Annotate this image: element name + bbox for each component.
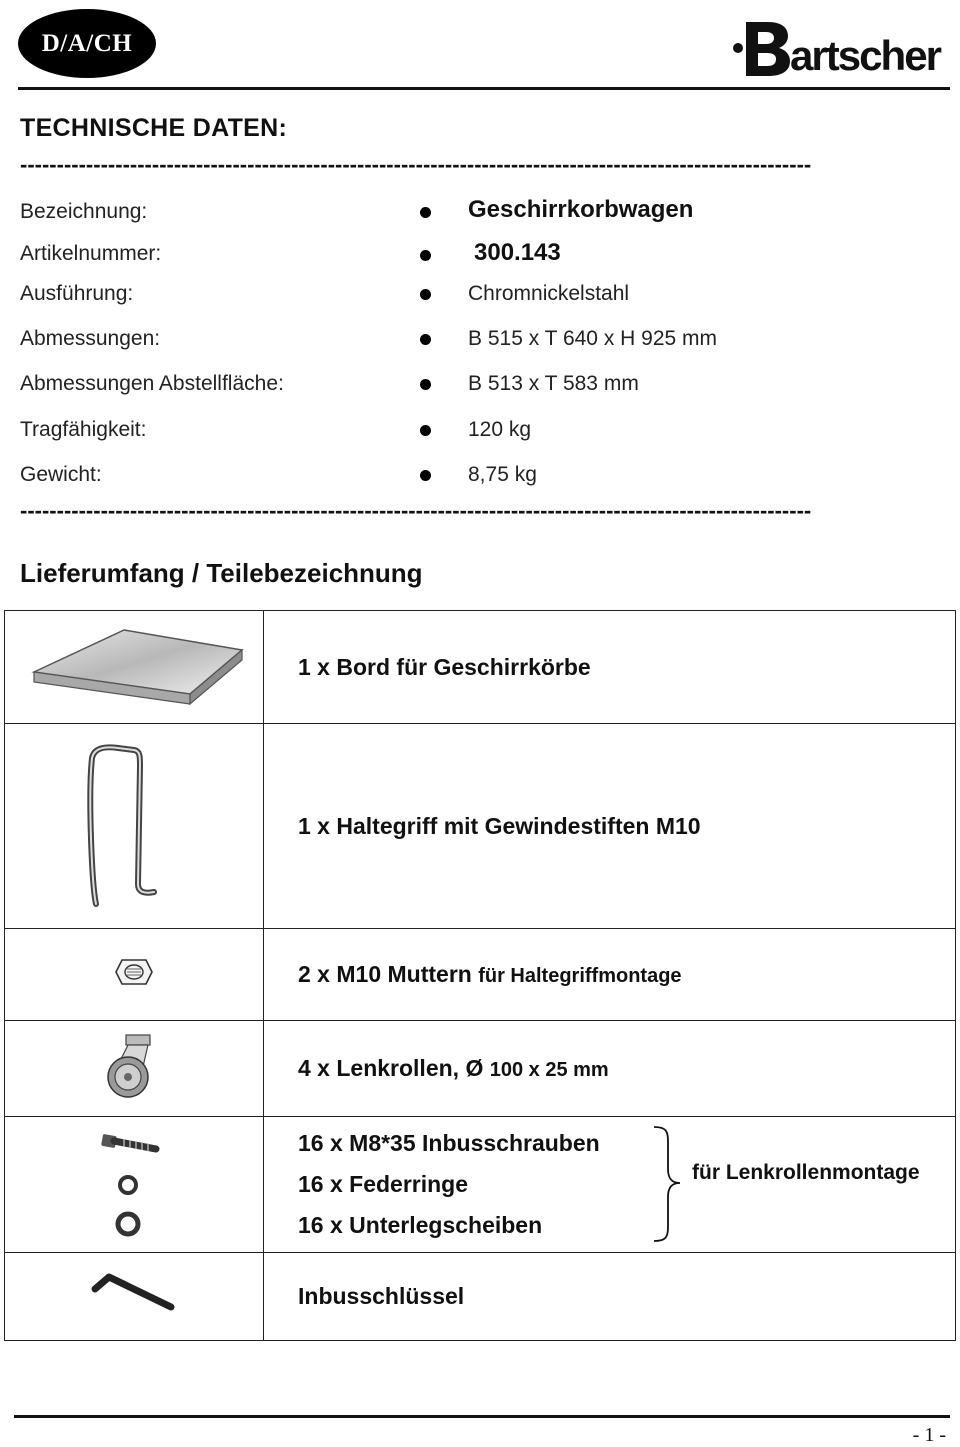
header-rule (18, 87, 950, 90)
bullet-icon (420, 289, 431, 300)
curly-brace-icon (650, 1125, 686, 1243)
part-text: 1 x Bord für Geschirrkörbe (264, 611, 956, 724)
spec-label: Abmessungen Abstellfläche: (20, 372, 284, 395)
part-line: 16 x Unterlegscheiben (298, 1212, 543, 1238)
spec-label: Gewicht: (20, 463, 102, 486)
screw-icon (101, 1134, 156, 1151)
part-line: 16 x M8*35 Inbusschrauben (298, 1130, 600, 1156)
table-row (5, 1117, 956, 1253)
part-image-cell (5, 929, 264, 1021)
spec-label: Artikelnummer: (20, 242, 162, 265)
part-text: 4 x Lenkrollen, Ø 100 x 25 mm (264, 1021, 956, 1117)
brand-logo (728, 12, 944, 78)
table-row (5, 611, 956, 724)
spec-value: B 513 x T 583 mm (468, 372, 639, 395)
part-image-cell (5, 1117, 264, 1253)
fastener-group (264, 1117, 956, 1253)
spec-value: B 515 x T 640 x H 925 mm (468, 327, 718, 350)
bullet-icon (420, 334, 431, 345)
bullet-icon (420, 207, 431, 218)
allen-key-icon (89, 1269, 179, 1319)
section-title: Lieferumfang / Teilebezeichnung (20, 558, 423, 588)
spec-label: Ausführung: (20, 282, 134, 305)
nut-icon (114, 952, 154, 992)
part-image-cell (5, 724, 264, 929)
washer-icon (118, 1214, 138, 1234)
part-image-cell (5, 1021, 264, 1117)
fasteners-icon (94, 1123, 174, 1241)
parts-table (4, 610, 956, 1341)
bullet-icon (420, 379, 431, 390)
part-text: 1 x Haltegriff mit Gewindestiften M10 (264, 724, 956, 929)
page-number: - 1 - (912, 1424, 946, 1446)
footer-rule (14, 1415, 950, 1418)
spec-label: Tragfähigkeit: (20, 418, 147, 441)
part-image-cell (5, 1253, 264, 1341)
part-line: 16 x Federringe (298, 1171, 469, 1197)
spring-washer-icon (120, 1177, 136, 1193)
group-label: für Lenkrollenmontage (692, 1161, 920, 1184)
bullet-icon (420, 425, 431, 436)
svg-text:artscher: artscher (790, 32, 942, 78)
spec-label: Bezeichnung: (20, 200, 148, 223)
spec-value: Chromnickelstahl (468, 282, 630, 305)
table-row (5, 724, 956, 929)
handle-icon (74, 736, 194, 911)
dashed-divider-bottom: ------------------------------------------------------------------------------------------------------------ (20, 500, 812, 522)
dashed-divider-top: ------------------------------------------------------------------------------------------------------------ (20, 154, 812, 176)
part-text: Inbusschlüssel (264, 1253, 956, 1341)
table-row (5, 1253, 956, 1341)
tray-icon (14, 620, 254, 710)
bullet-icon (420, 470, 431, 481)
page-title: TECHNISCHE DATEN: (20, 114, 288, 142)
spec-value: 8,75 kg (468, 463, 537, 486)
bullet-icon (420, 250, 431, 261)
part-image-cell (5, 611, 264, 724)
caster-icon (104, 1031, 164, 1101)
region-badge: D/A/CH (18, 9, 156, 78)
table-row (5, 1021, 956, 1117)
spec-value: Geschirrkorbwagen (468, 196, 694, 223)
spec-value: 120 kg (468, 418, 532, 441)
part-text: 2 x M10 Muttern für Haltegriffmontage (264, 929, 956, 1021)
spec-label: Abmessungen: (20, 327, 161, 350)
table-row (5, 929, 956, 1021)
spec-value: 300.143 (474, 239, 561, 266)
